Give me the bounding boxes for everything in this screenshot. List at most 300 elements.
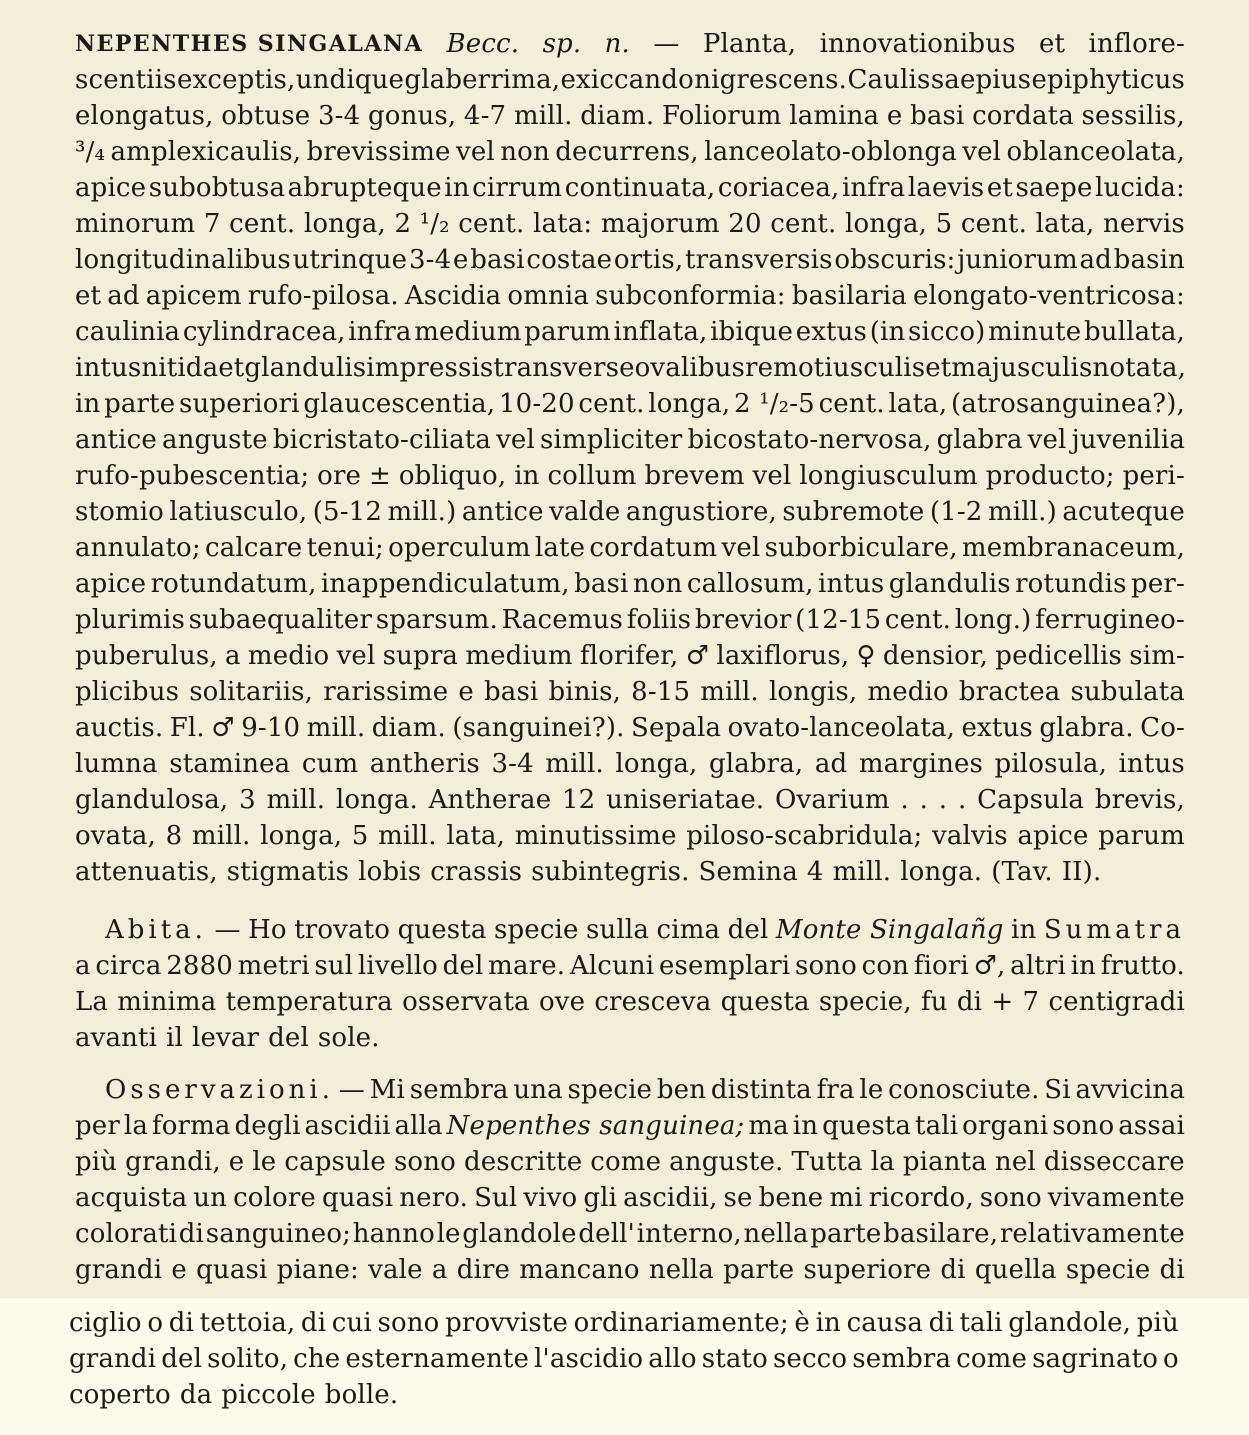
- word: parte: [104, 389, 176, 419]
- word: medio: [867, 677, 949, 707]
- word: bene: [758, 1183, 824, 1213]
- word: sono: [393, 1147, 456, 1177]
- word: nervis: [1103, 209, 1185, 239]
- word: parte: [723, 1255, 795, 1285]
- word: n.: [604, 29, 630, 59]
- word: (12-15: [795, 605, 882, 635]
- word: conosciute.: [888, 1075, 1040, 1105]
- word: le: [252, 1147, 277, 1177]
- text-line: [75, 26, 1185, 62]
- word: vel: [455, 137, 495, 167]
- word: fra: [816, 1075, 855, 1105]
- word: basilare,: [883, 1219, 999, 1249]
- word: annulato;: [75, 533, 201, 563]
- word: questa: [720, 987, 810, 1017]
- word: specie,: [818, 987, 912, 1017]
- word: gonus,: [367, 101, 457, 131]
- word: del: [268, 1023, 309, 1053]
- word: mill.: [266, 785, 326, 815]
- word: mare.: [488, 951, 566, 981]
- word: Sumatra: [1043, 915, 1185, 945]
- word: lanceolato-oblonga: [704, 137, 957, 167]
- word: elongatus,: [75, 101, 214, 131]
- word: +: [991, 987, 1014, 1017]
- word: lata:: [533, 209, 593, 239]
- word: 2 ¹/₂: [394, 209, 450, 239]
- word: cylindracea,: [182, 317, 346, 347]
- word: piane:: [276, 1255, 359, 1285]
- word: il: [166, 1023, 184, 1053]
- word: Abita.: [105, 915, 207, 945]
- word: (atrosanguinea?),: [950, 389, 1185, 419]
- text-line: [75, 1020, 380, 1056]
- word: del: [442, 951, 484, 981]
- word: Sepala: [631, 713, 722, 743]
- word: una: [513, 1075, 563, 1105]
- word: esemplari: [658, 951, 791, 981]
- word: sono: [1052, 1111, 1115, 1141]
- word: sparsum.: [375, 605, 498, 635]
- word: specie: [1065, 1255, 1151, 1285]
- word: Ascidia: [404, 281, 502, 311]
- word: subaequaliter: [188, 605, 373, 635]
- word: calcare: [205, 533, 303, 563]
- word: crassis: [430, 857, 523, 887]
- word: acquista: [75, 1183, 188, 1213]
- word: cordata: [972, 101, 1074, 131]
- word: longis,: [768, 677, 858, 707]
- word: solito,: [207, 1344, 289, 1374]
- word: Ho: [248, 915, 287, 945]
- word: cent.: [770, 209, 837, 239]
- word: valvis: [932, 821, 1008, 851]
- word: longa,: [303, 209, 386, 239]
- word: laxiflorus,: [716, 641, 850, 671]
- word: sessilis,: [1081, 101, 1185, 131]
- word: ibique: [710, 317, 794, 347]
- word: 4-7: [463, 101, 507, 131]
- word: rotundis: [1015, 569, 1127, 599]
- word: tenui;: [306, 533, 384, 563]
- word: amplexicaulis,: [110, 137, 302, 167]
- word: laevis: [907, 173, 985, 203]
- word: specie: [494, 915, 579, 945]
- word: foliis: [626, 605, 692, 635]
- word: 20: [728, 209, 762, 239]
- word: anguste: [161, 425, 268, 455]
- word: mancano: [519, 1255, 640, 1285]
- word: è: [794, 1308, 810, 1338]
- word: 2880: [166, 951, 233, 981]
- word: nel: [994, 1147, 1036, 1177]
- word: glabra,: [708, 749, 804, 779]
- word: sagrinato: [1032, 1344, 1158, 1374]
- word: mi: [829, 1183, 863, 1213]
- word: medium: [465, 641, 573, 671]
- word: a: [75, 951, 91, 981]
- word: Ovarium: [775, 785, 890, 815]
- word: Co-: [1140, 713, 1185, 743]
- word: mill.: [545, 749, 604, 779]
- word: II).: [1061, 857, 1102, 887]
- word: abrupteque: [287, 173, 442, 203]
- word: ordinariamente;: [573, 1308, 789, 1338]
- word: cirrum: [472, 173, 563, 203]
- word: ma: [748, 1111, 789, 1141]
- word: o: [1163, 1344, 1179, 1374]
- word: glandole,: [1008, 1308, 1132, 1338]
- word: membranaceum,: [961, 533, 1185, 563]
- word: pedicellis: [995, 641, 1123, 671]
- word: notata,: [1092, 353, 1187, 383]
- word: 3-4: [491, 749, 534, 779]
- word: cent.: [884, 605, 952, 635]
- word: plicibus: [75, 677, 180, 707]
- word: (5-12: [312, 497, 383, 527]
- word: causa: [846, 1308, 923, 1338]
- word: 12: [561, 785, 596, 815]
- word: vel: [721, 533, 761, 563]
- word: a: [431, 1255, 448, 1285]
- word: grandi: [69, 1344, 157, 1374]
- word: livello: [357, 951, 438, 981]
- word: Capsula: [977, 785, 1085, 815]
- word: degli: [234, 1111, 301, 1141]
- word: diam.: [580, 101, 655, 131]
- word: di: [928, 1308, 954, 1338]
- word: valde: [549, 497, 621, 527]
- word: Semina: [698, 857, 798, 887]
- word: antheris: [369, 749, 480, 779]
- word: cent.: [229, 209, 296, 239]
- word: mill.): [987, 497, 1057, 527]
- word: bullata,: [1083, 317, 1185, 347]
- word: bractea: [958, 677, 1061, 707]
- word: allo: [648, 1344, 697, 1374]
- word: .: [938, 785, 948, 815]
- word: ♂,: [973, 951, 1006, 981]
- word: ovalibus: [634, 353, 746, 383]
- word: anguste.: [669, 1147, 784, 1177]
- word: del: [161, 1344, 203, 1374]
- text-line: [75, 458, 1185, 494]
- word: un: [193, 1183, 228, 1213]
- word: inappendiculatum,: [320, 569, 570, 599]
- word: staminea: [169, 749, 291, 779]
- text-line: [75, 386, 1185, 422]
- word: peri-: [1122, 461, 1185, 491]
- word: apice: [75, 569, 147, 599]
- word: obliquo,: [398, 461, 507, 491]
- word: bicostato-nervosa,: [687, 425, 932, 455]
- word: Planta,: [702, 29, 797, 59]
- word: sembra: [852, 1344, 952, 1374]
- word: auctis.: [75, 713, 164, 743]
- text-line: [75, 746, 1185, 782]
- word: obscuris:: [834, 245, 956, 275]
- word: Si: [1044, 1075, 1071, 1105]
- word: tali: [915, 1111, 959, 1141]
- word: longitudinalibus: [75, 245, 291, 275]
- word: exiccando: [560, 65, 694, 95]
- word: diam.: [371, 713, 446, 743]
- word: dire: [456, 1255, 511, 1285]
- word: puberulus,: [75, 641, 218, 671]
- word: intus: [818, 569, 885, 599]
- word: mill.: [513, 101, 573, 131]
- word: et: [218, 353, 245, 383]
- text-line: [69, 1341, 1179, 1377]
- word: basin: [1113, 245, 1185, 275]
- text-line: [75, 62, 1185, 98]
- word: stomio: [75, 497, 164, 527]
- word: cum: [301, 749, 359, 779]
- word: lucida:: [1095, 173, 1185, 203]
- word: juniorum: [957, 245, 1078, 275]
- word: Foliorum: [661, 101, 782, 131]
- word: glandulis: [244, 353, 367, 383]
- word: producto;: [985, 461, 1115, 491]
- word: omnia: [507, 281, 590, 311]
- word: infra: [841, 173, 906, 203]
- word: come: [590, 1147, 662, 1177]
- text-line: [75, 494, 1185, 530]
- word: in: [792, 1111, 819, 1141]
- word: cima: [656, 915, 721, 945]
- text-line: [75, 602, 1185, 638]
- word: questa: [822, 1111, 912, 1141]
- word: 7: [203, 209, 221, 239]
- word: extus: [961, 713, 1033, 743]
- word: grandi: [75, 1255, 163, 1285]
- word: angustiore,: [625, 497, 777, 527]
- word: plurimis: [75, 605, 185, 635]
- word: come: [956, 1344, 1028, 1374]
- word: per: [75, 1111, 120, 1141]
- word: ricordo,: [868, 1183, 974, 1213]
- word: descritte: [463, 1147, 583, 1177]
- text-line: [75, 566, 1185, 602]
- word: longa.: [335, 785, 418, 815]
- word: ±: [369, 461, 391, 491]
- word: densior,: [882, 641, 989, 671]
- text-line: [75, 1144, 1185, 1180]
- word: impressis: [366, 353, 494, 383]
- word: nero.: [399, 1183, 469, 1213]
- word: majusculis: [951, 353, 1093, 383]
- word: o: [147, 1308, 164, 1338]
- word: antice: [461, 497, 544, 527]
- word: utrinque: [292, 245, 408, 275]
- word: tettoia,: [199, 1308, 296, 1338]
- word: attenuatis,: [75, 857, 218, 887]
- word: sicco): [907, 317, 986, 347]
- word: tali: [959, 1308, 1003, 1338]
- word: margines: [858, 749, 984, 779]
- word: vale: [368, 1255, 423, 1285]
- word: cent.: [458, 209, 525, 239]
- word: cent.: [818, 389, 885, 419]
- text-line: [75, 530, 1185, 566]
- word: sono: [377, 1308, 440, 1338]
- word: basilaria: [791, 281, 907, 311]
- word: di: [300, 1308, 327, 1338]
- word: et: [75, 281, 102, 311]
- word: Alcuni: [569, 951, 655, 981]
- word: ³/₄: [75, 137, 106, 167]
- word: subulata: [1070, 677, 1185, 707]
- word: distinta: [710, 1075, 812, 1105]
- word: circa: [95, 951, 162, 981]
- word: subobtusa: [148, 173, 286, 203]
- word: 4: [806, 857, 824, 887]
- word: di: [178, 1219, 205, 1249]
- word: La: [75, 987, 109, 1017]
- word: brevissime: [306, 137, 451, 167]
- word: trovato: [294, 915, 391, 945]
- word: 2 ¹/₂-5: [734, 389, 815, 419]
- word: secco: [772, 1344, 848, 1374]
- word: brevis,: [1094, 785, 1185, 815]
- word: decurrens,: [555, 137, 699, 167]
- word: di: [940, 1255, 966, 1285]
- text-line: [105, 912, 1185, 948]
- word: e: [886, 101, 903, 131]
- word: transversis: [684, 245, 833, 275]
- word: basi: [470, 245, 525, 275]
- word: brevior: [694, 605, 792, 635]
- word: che: [293, 1344, 341, 1374]
- word: glaberrima,: [404, 65, 561, 95]
- word: obtuse: [221, 101, 311, 131]
- word: lata,: [1035, 209, 1095, 239]
- word: in: [1070, 951, 1097, 981]
- word: uniseriatae.: [606, 785, 765, 815]
- word: 3: [239, 785, 256, 815]
- word: et: [925, 353, 952, 383]
- word: epiphyticus: [1031, 65, 1185, 95]
- word: avanti: [75, 1023, 158, 1053]
- word: simpliciter: [540, 425, 683, 455]
- word: osservata: [402, 987, 530, 1017]
- word: ben: [656, 1075, 707, 1105]
- word: 8-15: [631, 677, 691, 707]
- text-line: [75, 674, 1185, 710]
- word: latiusculo,: [169, 497, 308, 527]
- text-line: [75, 854, 1101, 890]
- word: piloso-scabridula;: [686, 821, 923, 851]
- text-line: [75, 242, 1185, 278]
- word: colore: [233, 1183, 316, 1213]
- word: apice: [1017, 821, 1089, 851]
- word: cordatum: [589, 533, 718, 563]
- text-line: [75, 710, 1185, 746]
- word: di: [1159, 1255, 1185, 1285]
- word: minima: [117, 987, 217, 1017]
- word: e: [453, 245, 469, 275]
- text-line: [75, 278, 1185, 314]
- word: 5: [351, 821, 369, 851]
- word: colorati: [75, 1219, 178, 1249]
- word: sono: [794, 951, 857, 981]
- text-line: [75, 638, 1185, 674]
- word: rufo-pubescentia;: [75, 461, 310, 491]
- word: late: [534, 533, 586, 563]
- word: del: [727, 915, 769, 945]
- word: glaucescentia,: [303, 389, 496, 419]
- word: in: [514, 461, 540, 491]
- word: callosum,: [686, 569, 814, 599]
- word: ♂: [685, 641, 710, 671]
- word: Fl.: [169, 713, 205, 743]
- word: 3-4: [408, 245, 452, 275]
- word: glabra.: [1039, 713, 1134, 743]
- word: ciglio: [69, 1308, 142, 1338]
- word: superiori: [179, 389, 300, 419]
- word: lamina: [789, 101, 880, 131]
- word: Mi: [369, 1075, 405, 1105]
- word: la: [870, 1147, 895, 1177]
- word: remotiusculis: [745, 353, 926, 383]
- word: fiori: [913, 951, 969, 981]
- word: medium: [414, 317, 522, 347]
- word: acuteque: [1062, 497, 1185, 527]
- word: (Tav.: [991, 857, 1053, 887]
- word: antice: [75, 425, 157, 455]
- word: nigrescens.: [694, 65, 848, 95]
- word: 3-4: [317, 101, 361, 131]
- text-line: [75, 1216, 1185, 1252]
- word: (1-2: [929, 497, 983, 527]
- word: glandulosa,: [75, 785, 229, 815]
- word: saepe: [1015, 173, 1093, 203]
- word: superiore: [803, 1255, 932, 1285]
- word: Racemus: [501, 605, 623, 635]
- word: mill.: [832, 857, 892, 887]
- word: gli: [583, 1183, 618, 1213]
- word: glandole: [462, 1219, 577, 1249]
- word: Osservazioni.: [105, 1075, 334, 1105]
- word: Antherae: [428, 785, 552, 815]
- word: quasi: [196, 1255, 268, 1285]
- word: longa,: [260, 821, 343, 851]
- word: minutissime: [514, 821, 677, 851]
- word: pianta: [902, 1147, 987, 1177]
- word: subintegris.: [531, 857, 690, 887]
- word: lata,: [446, 821, 506, 851]
- word: sim-: [1129, 641, 1185, 671]
- text-line: [75, 984, 1185, 1020]
- word: ove: [538, 987, 586, 1017]
- word: lata,: [888, 389, 948, 419]
- word: parte: [810, 1219, 882, 1249]
- text-line: [75, 782, 1185, 818]
- word: cent.: [578, 389, 645, 419]
- word: mill.): [387, 497, 457, 527]
- text-line: [75, 134, 1185, 170]
- word: bolle.: [324, 1380, 399, 1410]
- word: di: [956, 987, 983, 1017]
- text-line: [105, 1072, 1185, 1108]
- text-line: [75, 170, 1185, 206]
- word: Tutta: [791, 1147, 863, 1177]
- word: fu: [920, 987, 948, 1017]
- word: binis,: [548, 677, 622, 707]
- word: grandi,: [125, 1147, 221, 1177]
- word: (in: [869, 317, 906, 347]
- word: basi: [484, 677, 539, 707]
- word: longa,: [615, 749, 698, 779]
